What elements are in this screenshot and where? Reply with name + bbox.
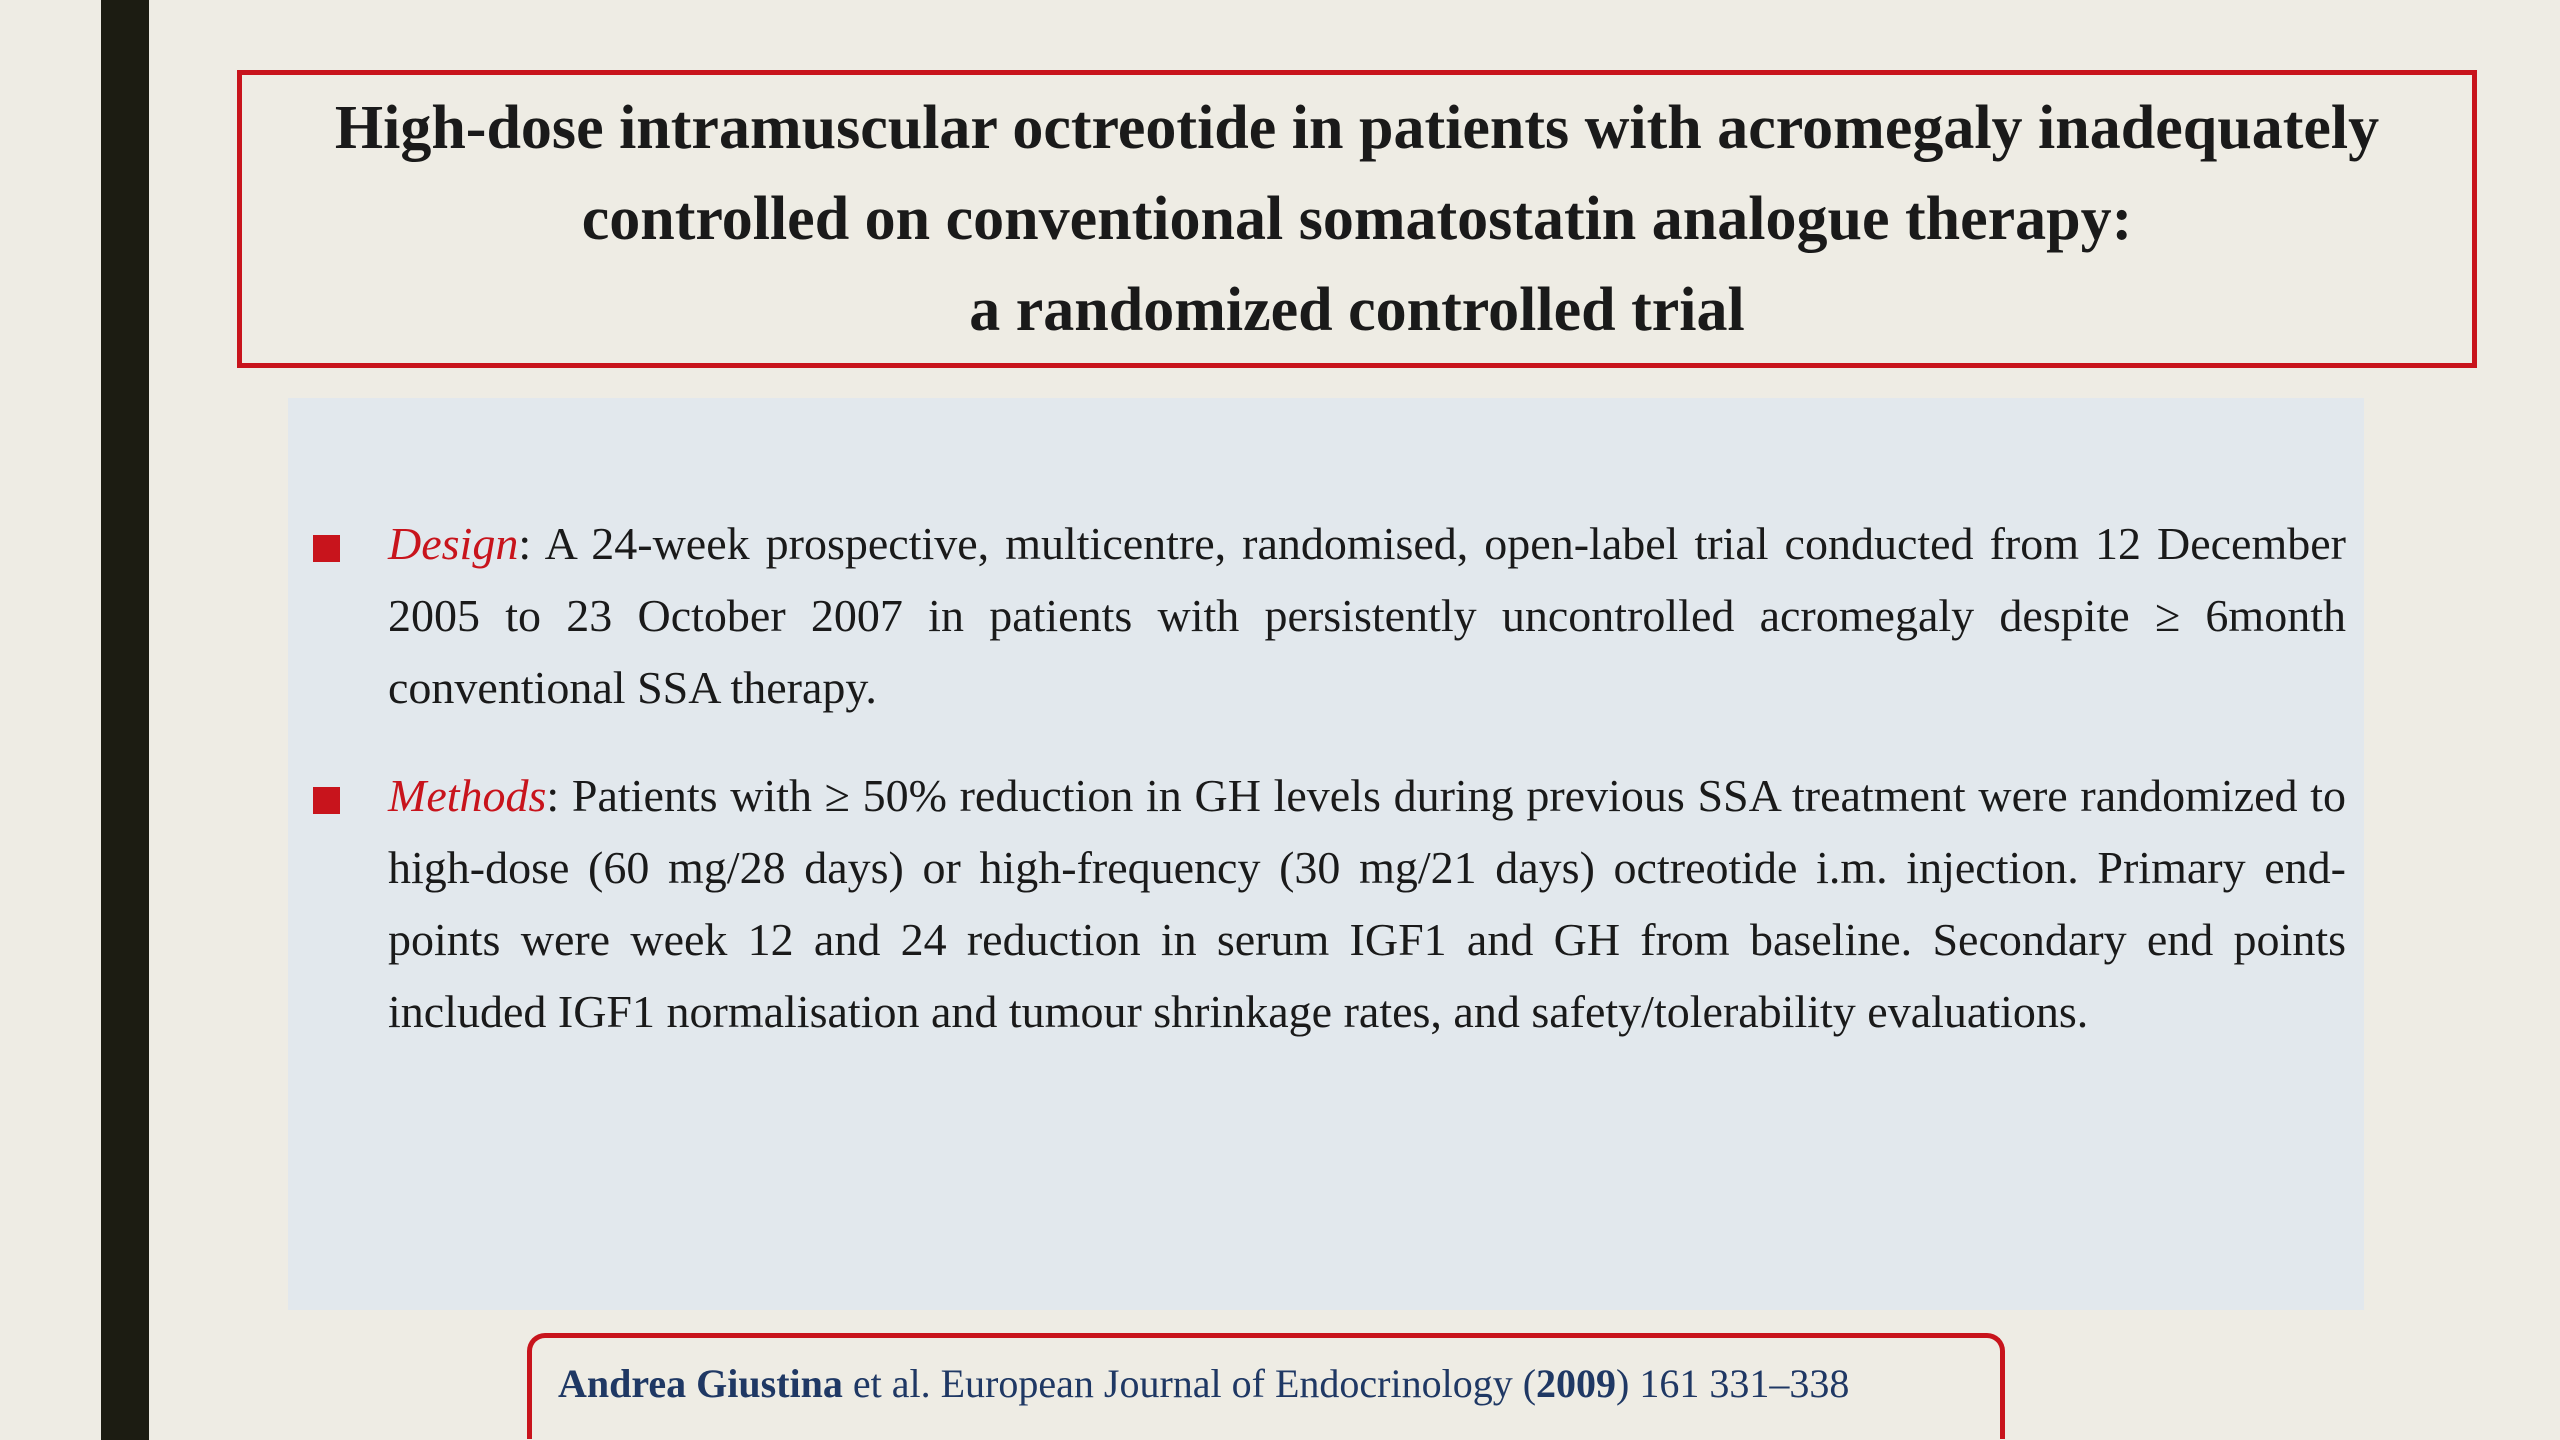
title-line-2: controlled on conventional somatostatin analogue therapy: — [581, 184, 2133, 253]
citation-journal: et al. European Journal of Endocrinology ( — [842, 1361, 1537, 1406]
bullet-design-label: Design — [388, 518, 519, 569]
slide-title — [335, 83, 2379, 356]
bullet-design-text — [388, 508, 2346, 724]
citation-year: 2009 — [1536, 1361, 1617, 1406]
left-accent-bar — [101, 0, 149, 1440]
title-line-1: High-dose intramuscular octreotide in patients with acromegaly inadequately — [334, 93, 2380, 162]
square-bullet-icon — [313, 787, 340, 814]
bullet-methods-text — [388, 760, 2346, 1048]
content-panel — [288, 398, 2364, 1310]
bullet-design-body: : A 24-week prospective, multicentre, randomised, open-label trial conducted from 12 December 2005 to 23 October 2007 in patients with persistently uncontrolled acromegaly despite ≥ 6month conventional SSA therapy. — [388, 518, 2346, 713]
citation-box — [527, 1333, 2005, 1439]
bullet-methods-body: : Patients with ≥ 50% reduction in GH levels during previous SSA treatment were randomized to high-dose (60 mg/28 days) or high-frequency (30 mg/21 days) octreotide i.m. injection. Primary end-points were week 12 and 24 reduction in serum IGF1 and GH from baseline. Secondary end points included IGF1 normalisation and tumour shrinkage rates, and safety/tolerability evaluations. — [388, 770, 2346, 1037]
title-box — [237, 70, 2477, 368]
citation-pages: ) 161 331–338 — [1616, 1361, 1850, 1406]
bullet-methods-label: Methods — [388, 770, 547, 821]
citation — [558, 1360, 1849, 1408]
title-line-3: a randomized controlled trial — [969, 275, 1745, 344]
citation-author: Andrea Giustina — [558, 1361, 843, 1406]
square-bullet-icon — [313, 535, 340, 562]
